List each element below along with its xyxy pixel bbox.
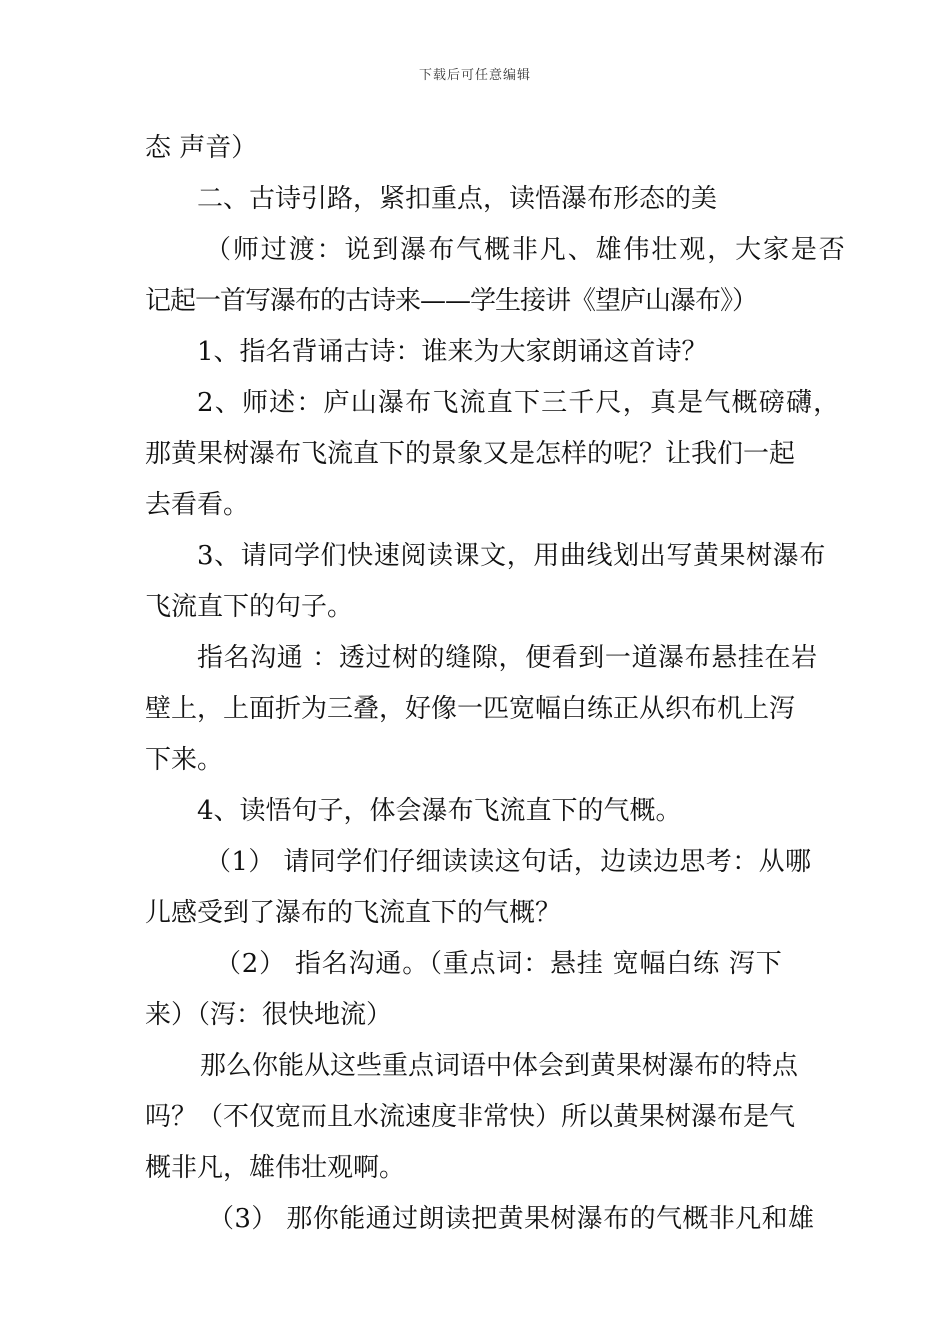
text-line-12: 壁上，上面折为三叠，好像一匹宽幅白练正从织布机上泻 xyxy=(145,694,796,724)
text-line-7: 那黄果树瀑布飞流直下的景象又是怎样的呢？让我们一起 xyxy=(145,439,796,469)
text-line-15: （1） 请同学们仔细读读这句话，边读边思考：从哪 xyxy=(205,847,812,877)
text-line-10: 飞流直下的句子。 xyxy=(145,592,354,622)
text-line-21: 概非凡，雄伟壮观啊。 xyxy=(145,1153,406,1183)
text-line-6: 2、师述：庐山瀑布飞流直下三千尺，真是气概磅礴， xyxy=(197,388,841,418)
text-line-16: 儿感受到了瀑布的飞流直下的气概？ xyxy=(145,898,562,928)
text-line-4: 记起一首写瀑布的古诗来——学生接讲《望庐山瀑布》） xyxy=(145,286,758,316)
text-line-9: 3、请同学们快速阅读课文，用曲线划出写黄果树瀑布 xyxy=(197,541,826,571)
text-line-19: 那么你能从这些重点词语中体会到黄果树瀑布的特点 xyxy=(200,1051,799,1081)
text-line-13: 下来。 xyxy=(145,745,224,775)
section-heading: 二、古诗引路，紧扣重点，读悟瀑布形态的美 xyxy=(197,184,718,214)
text-line-1: 态 声音） xyxy=(145,133,258,163)
text-line-17: （2） 指名沟通。（重点词：悬挂 宽幅白练 泻下 xyxy=(215,949,783,979)
page-header: 下载后可任意编辑 xyxy=(418,68,531,83)
text-line-5: 1、指名背诵古诗：谁来为大家朗诵这首诗？ xyxy=(197,337,708,367)
text-line-8: 去看看。 xyxy=(145,490,250,520)
text-line-3: （师过渡：说到瀑布气概非凡、雄伟壮观，大家是否 xyxy=(205,235,847,265)
text-line-22: （3） 那你能通过朗读把黄果树瀑布的气概非凡和雄 xyxy=(208,1204,815,1234)
text-line-14: 4、读悟句子，体会瀑布飞流直下的气概。 xyxy=(197,796,682,826)
text-line-18: 来）（泻：很快地流） xyxy=(145,1000,393,1030)
text-line-20: 吗？（不仅宽而且水流速度非常快）所以黄果树瀑布是气 xyxy=(145,1102,796,1132)
text-line-11: 指名沟通 ：透过树的缝隙，便看到一道瀑布悬挂在岩 xyxy=(197,643,818,673)
